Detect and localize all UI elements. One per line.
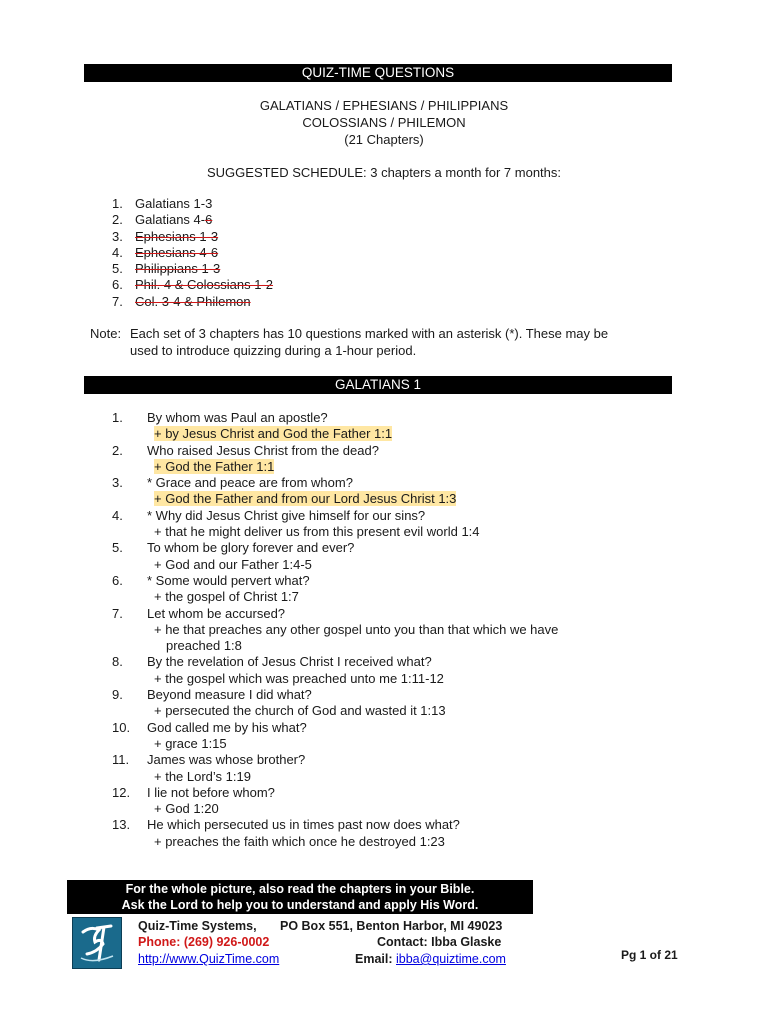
- schedule-item: 3. Ephesians 1-3: [112, 228, 219, 244]
- phone-number: Phone: (269) 926-0002: [138, 935, 270, 949]
- question-text: To whom be glory forever and ever?: [147, 540, 355, 556]
- footer-message-bar: [67, 880, 533, 914]
- answer-text: + God 1:20: [154, 801, 219, 817]
- company-name: Quiz-Time Systems,: [138, 919, 257, 933]
- question-text: * Some would pervert what?: [147, 572, 310, 588]
- question-text: * Why did Jesus Christ give himself for our sins?: [147, 507, 426, 523]
- question-item: 6. * Some would pervert what? + the gospel of Christ 1:7: [112, 573, 672, 606]
- question-item: 13. He which persecuted us in times past now does what? + preaches the faith which once he destroyed 1:23: [112, 817, 672, 850]
- question-item: 3. * Grace and peace are from whom? + God the Father and from our Lord Jesus Christ 1:3: [112, 475, 672, 508]
- question-item: 8. By the revelation of Jesus Christ I received what? + the gospel which was preached unto me 1:11-12: [112, 654, 672, 687]
- answer-text-cont: preached 1:8: [166, 638, 242, 654]
- answer-text: + grace 1:15: [154, 735, 227, 751]
- books-line-1: GALATIANS / EPHESIANS / PHILIPPIANS: [259, 98, 509, 113]
- note-label: Note:: [90, 326, 122, 341]
- schedule-item: 1. Galatians 1-3: [112, 196, 213, 211]
- answer-text: + the gospel which was preached unto me 1:11-12: [154, 670, 444, 686]
- schedule-title: SUGGESTED SCHEDULE: 3 chapters a month for 7 months:: [206, 165, 562, 180]
- question-text: By whom was Paul an apostle?: [147, 410, 328, 425]
- question-item: 9. Beyond measure I did what? + persecuted the church of God and wasted it 1:13: [112, 687, 672, 720]
- books-line-2: COLOSSIANS / PHILEMON: [302, 115, 466, 130]
- email-line: [355, 952, 506, 966]
- footer-line-1: For the whole picture, also read the chapters in your Bible.: [125, 882, 475, 896]
- question-item: 7. Let whom be accursed? + he that preaches any other gospel unto you than that which we have preached 1:8: [112, 606, 672, 655]
- schedule-item: 6. Phil. 4 & Colossians 1-2: [112, 277, 274, 293]
- section-banner: [84, 376, 672, 394]
- schedule-item: 7. Col. 3-4 & Philemon: [112, 293, 251, 309]
- answer-text: + God and our Father 1:4-5: [154, 556, 312, 572]
- note-text-1: Each set of 3 chapters has 10 questions marked with an asterisk (*). These may be: [130, 326, 609, 341]
- schedule-item: 2. Galatians 4-6: [112, 212, 213, 228]
- section-banner-title: GALATIANS 1: [334, 377, 422, 392]
- note: [90, 326, 608, 359]
- question-text: I lie not before whom?: [147, 784, 275, 800]
- answer-text: + God the Father 1:1: [154, 458, 275, 474]
- question-text: James was whose brother?: [147, 752, 306, 768]
- answer-text: + that he might deliver us from this present evil world 1:4: [154, 524, 480, 540]
- website-link[interactable]: http://www.QuizTime.com: [138, 952, 280, 966]
- header-banner-title: QUIZ-TIME QUESTIONS: [301, 65, 455, 80]
- quiztime-logo-icon: [72, 917, 122, 969]
- question-item: 1. By whom was Paul an apostle? + by Jesus Christ and God the Father 1:1: [112, 410, 672, 443]
- answer-text: + he that preaches any other gospel unto you than that which we have: [154, 621, 559, 637]
- question-list: [112, 410, 672, 850]
- schedule-item: 4. Ephesians 4-6: [112, 244, 219, 260]
- note-text-2: used to introduce quizzing during a 1-hour period.: [130, 342, 417, 358]
- question-text: God called me by his what?: [147, 719, 307, 735]
- question-text: Let whom be accursed?: [147, 605, 286, 621]
- answer-text: + by Jesus Christ and God the Father 1:1: [154, 426, 393, 442]
- answer-text: + the Lord’s 1:19: [154, 768, 251, 784]
- schedule-list: [112, 196, 273, 310]
- schedule-item: 5. Philippians 1-3: [112, 261, 221, 277]
- email-link[interactable]: ibba@quiztime.com: [396, 952, 506, 966]
- question-item: 12. I lie not before whom? + God 1:20: [112, 785, 672, 818]
- question-item: 2. Who raised Jesus Christ from the dead? + God the Father 1:1: [112, 443, 672, 476]
- question-item: 4. * Why did Jesus Christ give himself for our sins? + that he might deliver us from this present evil world 1:4: [112, 508, 672, 541]
- question-text: Who raised Jesus Christ from the dead?: [147, 442, 379, 458]
- chapter-count: (21 Chapters): [344, 132, 424, 147]
- question-text: By the revelation of Jesus Christ I received what?: [147, 654, 432, 670]
- answer-text: + God the Father and from our Lord Jesus Christ 1:3: [154, 491, 457, 507]
- question-text: He which persecuted us in times past now does what?: [147, 817, 460, 833]
- question-text: * Grace and peace are from whom?: [147, 475, 353, 491]
- question-item: 10. God called me by his what? + grace 1:15: [112, 720, 672, 753]
- page-number: Pg 1 of 21: [621, 948, 678, 962]
- footer-line-2: Ask the Lord to help you to understand and apply His Word.: [121, 898, 479, 912]
- question-item: 5. To whom be glory forever and ever? + God and our Father 1:4-5: [112, 540, 672, 573]
- email-label: Email:: [355, 952, 393, 966]
- contact-person: Contact: Ibba Glaske: [377, 935, 502, 949]
- answer-text: + preaches the faith which once he destroyed 1:23: [154, 833, 445, 849]
- question-text: Beyond measure I did what?: [147, 687, 312, 703]
- question-item: 11. James was whose brother? + the Lord’s 1:19: [112, 752, 672, 785]
- company-address: PO Box 551, Benton Harbor, MI 49023: [280, 919, 503, 933]
- header-banner: [84, 64, 672, 82]
- answer-text: + persecuted the church of God and wasted it 1:13: [154, 703, 446, 719]
- answer-text: + the gospel of Christ 1:7: [154, 589, 299, 605]
